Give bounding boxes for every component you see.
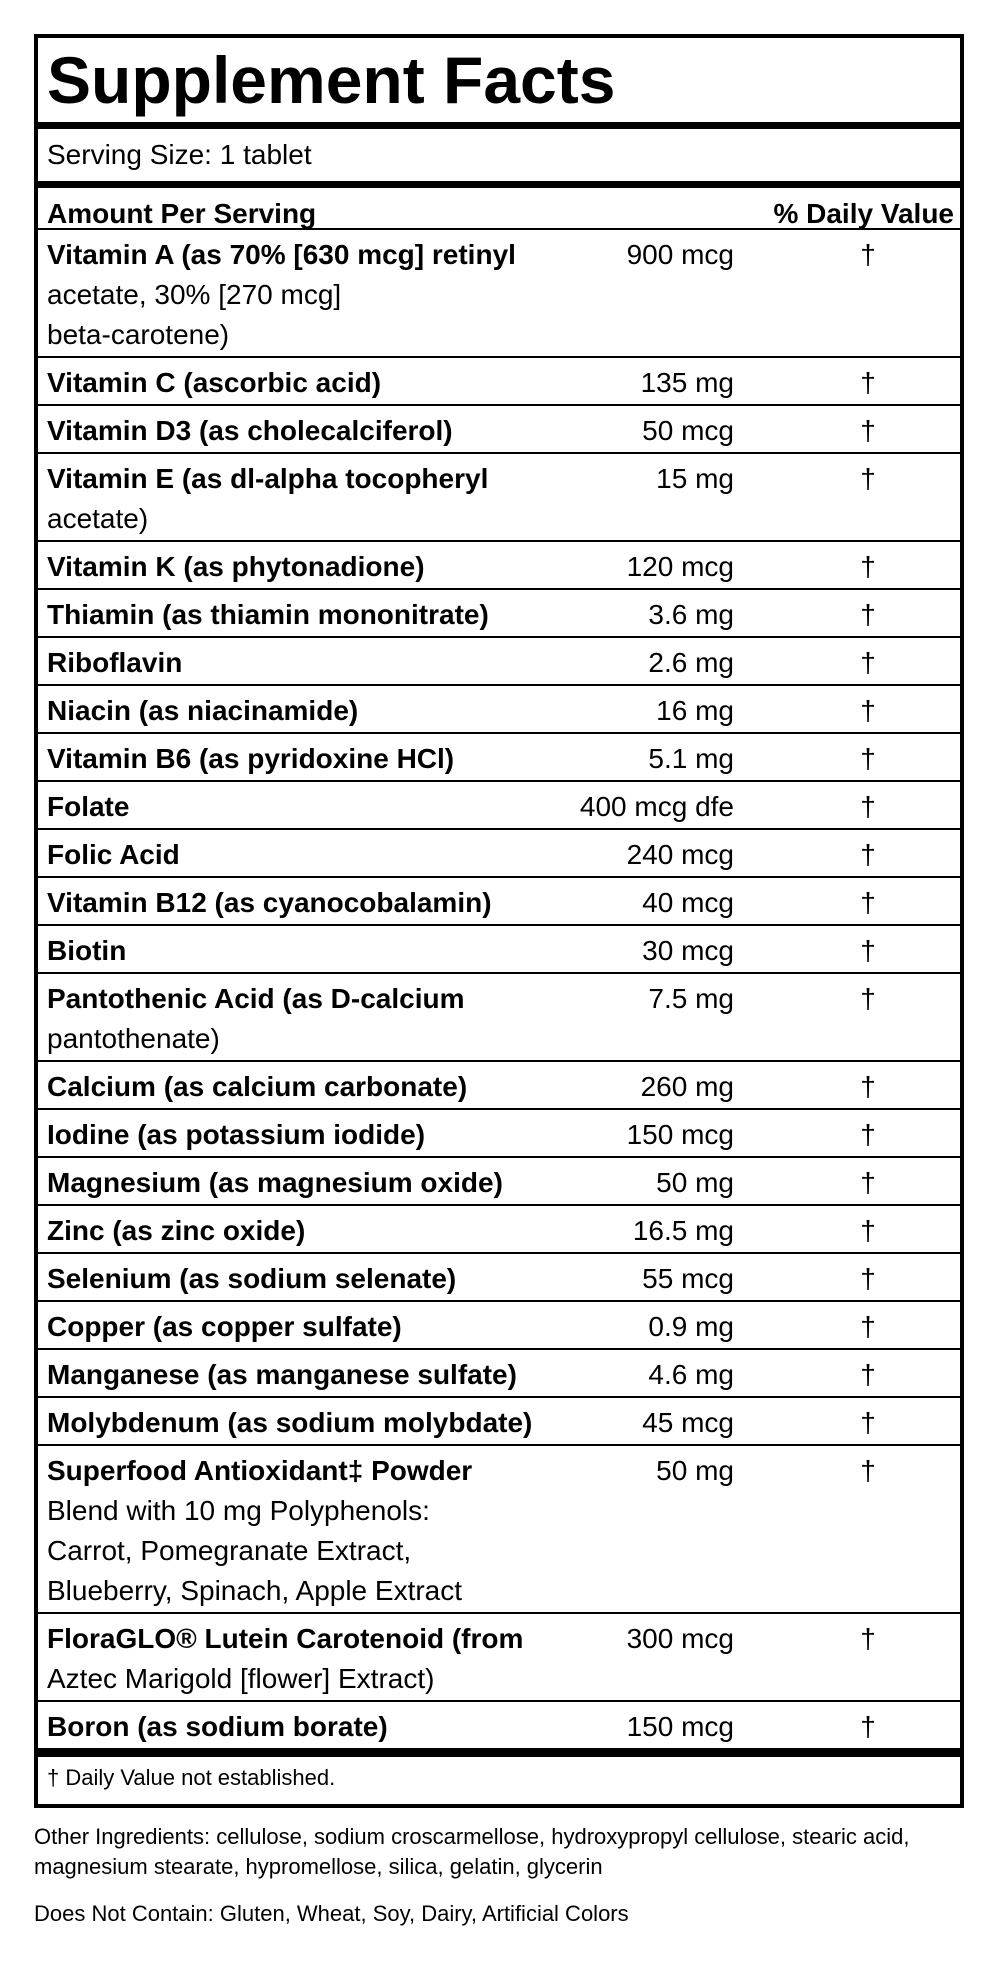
thick-divider [38, 122, 960, 129]
footnote: † Daily Value not established. [47, 1765, 336, 1790]
nutrient-amount: 300 mcg [626, 1623, 734, 1654]
serving-size: Serving Size: 1 tablet [47, 139, 312, 170]
table-row [38, 230, 960, 358]
table-row [38, 830, 960, 878]
nutrient-name [47, 363, 587, 403]
amount-per-serving-label: Amount Per Serving [47, 198, 317, 229]
table-row [38, 590, 960, 638]
nutrient-name-bold-line: Vitamin E (as dl-alpha tocopheryl [47, 463, 489, 494]
table-row [38, 1110, 960, 1158]
nutrient-name-line: acetate) [47, 503, 149, 534]
nutrient-name-line: Blend with 10 mg Polyphenols: [47, 1495, 430, 1526]
nutrient-name-bold-line: Vitamin D3 (as cholecalciferol) [47, 415, 453, 446]
table-row [38, 1158, 960, 1206]
daily-value-dagger: † [860, 599, 876, 630]
nutrient-name [47, 1451, 587, 1611]
table-row [38, 926, 960, 974]
daily-value-dagger: † [860, 1119, 876, 1150]
table-row [38, 1350, 960, 1398]
daily-value-dagger: † [860, 1167, 876, 1198]
nutrient-amount: 50 mcg [642, 415, 734, 446]
nutrient-name [47, 595, 587, 635]
nutrient-name-bold-line: Zinc (as zinc oxide) [47, 1215, 306, 1246]
nutrient-name-bold-line: Vitamin K (as phytonadione) [47, 551, 425, 582]
nutrient-amount: 150 mcg [626, 1711, 734, 1742]
nutrient-name-bold-line: Vitamin B12 (as cyanocobalamin) [47, 887, 492, 918]
thick-divider [38, 1750, 960, 1757]
nutrient-amount: 50 mg [656, 1455, 734, 1486]
nutrient-name [47, 979, 587, 1059]
nutrient-name-bold-line: Biotin [47, 935, 127, 966]
nutrient-amount: 7.5 mg [648, 983, 734, 1014]
nutrient-amount: 15 mg [656, 463, 734, 494]
nutrient-name [47, 835, 587, 875]
nutrient-name-bold-line: FloraGLO® Lutein Carotenoid (from [47, 1623, 524, 1654]
nutrient-name [47, 459, 587, 539]
nutrient-name-bold-line: Folate [47, 791, 130, 822]
daily-value-dagger: † [860, 239, 876, 270]
table-row [38, 542, 960, 590]
nutrient-amount: 45 mcg [642, 1407, 734, 1438]
supplement-facts-panel [34, 34, 964, 1808]
nutrient-name [47, 547, 587, 587]
nutrient-rows [38, 230, 960, 1750]
nutrient-name [47, 1707, 587, 1747]
thick-divider [38, 181, 960, 188]
nutrient-name [47, 411, 587, 451]
nutrient-amount: 135 mg [640, 367, 734, 398]
table-row [38, 1254, 960, 1302]
nutrient-name-bold-line: Riboflavin [47, 647, 183, 678]
daily-value-dagger: † [860, 415, 876, 446]
nutrient-amount: 40 mcg [642, 887, 734, 918]
nutrient-amount: 2.6 mg [648, 647, 734, 678]
nutrient-name-bold-line: Vitamin C (ascorbic acid) [47, 367, 382, 398]
table-row [38, 358, 960, 406]
nutrient-name-bold-line: Folic Acid [47, 839, 180, 870]
nutrient-amount: 30 mcg [642, 935, 734, 966]
table-row [38, 638, 960, 686]
nutrient-name-line: Blueberry, Spinach, Apple Extract [47, 1575, 463, 1606]
daily-value-dagger: † [860, 551, 876, 582]
daily-value-dagger: † [860, 935, 876, 966]
nutrient-name [47, 1259, 587, 1299]
nutrient-name [47, 643, 587, 683]
nutrient-amount: 3.6 mg [648, 599, 734, 630]
table-row [38, 1062, 960, 1110]
nutrient-amount: 0.9 mg [648, 1311, 734, 1342]
nutrient-amount: 240 mcg [626, 839, 734, 870]
table-row [38, 686, 960, 734]
daily-value-dagger: † [860, 887, 876, 918]
nutrient-name-bold-line: Thiamin (as thiamin mononitrate) [47, 599, 489, 630]
does-not-contain: Does Not Contain: Gluten, Wheat, Soy, Dairy, Artificial Colors [34, 1901, 629, 1926]
nutrient-name-bold-line: Vitamin B6 (as pyridoxine HCl) [47, 743, 455, 774]
nutrient-amount: 400 mcg dfe [579, 791, 734, 822]
nutrient-name-line: Carrot, Pomegranate Extract, [47, 1535, 412, 1566]
nutrient-name [47, 1067, 587, 1107]
daily-value-dagger: † [860, 647, 876, 678]
nutrient-name-bold-line: Selenium (as sodium selenate) [47, 1263, 457, 1294]
table-row [38, 782, 960, 830]
other-ingredients: Other Ingredients: cellulose, sodium croscarmellose, hydroxypropyl cellulose, stearic acid, magnesium stearate, hypromellose, silica, gelatin, glycerin [34, 1824, 910, 1879]
nutrient-name-line: acetate, 30% [270 mcg] [47, 279, 342, 310]
table-row [38, 406, 960, 454]
daily-value-dagger: † [860, 1455, 876, 1486]
nutrient-name [47, 1115, 587, 1155]
nutrient-name [47, 787, 587, 827]
nutrient-amount: 16.5 mg [632, 1215, 734, 1246]
daily-value-dagger: † [860, 1359, 876, 1390]
daily-value-dagger: † [860, 1263, 876, 1294]
table-header [38, 188, 960, 230]
table-row [38, 1398, 960, 1446]
daily-value-dagger: † [860, 1407, 876, 1438]
nutrient-amount: 5.1 mg [648, 743, 734, 774]
nutrient-amount: 4.6 mg [648, 1359, 734, 1390]
nutrient-name-bold-line: Iodine (as potassium iodide) [47, 1119, 426, 1150]
nutrient-name-bold-line: Manganese (as manganese sulfate) [47, 1359, 517, 1390]
daily-value-dagger: † [860, 1623, 876, 1654]
nutrient-name-bold-line: Vitamin A (as 70% [630 mcg] retinyl [47, 239, 516, 270]
daily-value-dagger: † [860, 983, 876, 1014]
daily-value-dagger: † [860, 1071, 876, 1102]
table-row [38, 734, 960, 782]
nutrient-name-bold-line: Superfood Antioxidant‡ Powder [47, 1455, 473, 1486]
table-row [38, 878, 960, 926]
nutrient-name [47, 1163, 587, 1203]
daily-value-dagger: † [860, 1711, 876, 1742]
nutrient-name-line: beta-carotene) [47, 319, 230, 350]
nutrient-name [47, 1619, 587, 1699]
table-row [38, 1614, 960, 1702]
nutrient-name [47, 883, 587, 923]
nutrient-name-bold-line: Copper (as copper sulfate) [47, 1311, 402, 1342]
table-row [38, 1446, 960, 1614]
table-row [38, 1302, 960, 1350]
table-row [38, 1702, 960, 1750]
nutrient-name [47, 1307, 587, 1347]
nutrient-amount: 55 mcg [642, 1263, 734, 1294]
nutrient-amount: 260 mg [640, 1071, 734, 1102]
nutrient-name-bold-line: Molybdenum (as sodium molybdate) [47, 1407, 533, 1438]
table-row [38, 454, 960, 542]
nutrient-amount: 900 mcg [626, 239, 734, 270]
daily-value-dagger: † [860, 791, 876, 822]
nutrient-name-bold-line: Calcium (as calcium carbonate) [47, 1071, 468, 1102]
nutrient-amount: 150 mcg [626, 1119, 734, 1150]
nutrient-amount: 16 mg [656, 695, 734, 726]
nutrient-name [47, 235, 587, 355]
nutrient-name [47, 1211, 587, 1251]
daily-value-dagger: † [860, 367, 876, 398]
table-row [38, 1206, 960, 1254]
nutrient-amount: 120 mcg [626, 551, 734, 582]
nutrient-name-bold-line: Niacin (as niacinamide) [47, 695, 359, 726]
daily-value-dagger: † [860, 1215, 876, 1246]
daily-value-label: % Daily Value [773, 198, 954, 229]
nutrient-amount: 50 mg [656, 1167, 734, 1198]
nutrient-name [47, 691, 587, 731]
nutrient-name-bold-line: Magnesium (as magnesium oxide) [47, 1167, 503, 1198]
daily-value-dagger: † [860, 695, 876, 726]
panel-title: Supplement Facts [47, 43, 616, 117]
table-row [38, 974, 960, 1062]
daily-value-dagger: † [860, 839, 876, 870]
daily-value-dagger: † [860, 1311, 876, 1342]
nutrient-name-bold-line: Pantothenic Acid (as D-calcium [47, 983, 465, 1014]
nutrient-name [47, 931, 587, 971]
nutrient-name [47, 1403, 587, 1443]
nutrient-name [47, 1355, 587, 1395]
nutrient-name-line: Aztec Marigold [flower] Extract) [47, 1663, 435, 1694]
nutrient-name-line: pantothenate) [47, 1023, 220, 1054]
nutrient-name [47, 739, 587, 779]
daily-value-dagger: † [860, 743, 876, 774]
daily-value-dagger: † [860, 463, 876, 494]
nutrient-name-bold-line: Boron (as sodium borate) [47, 1711, 388, 1742]
